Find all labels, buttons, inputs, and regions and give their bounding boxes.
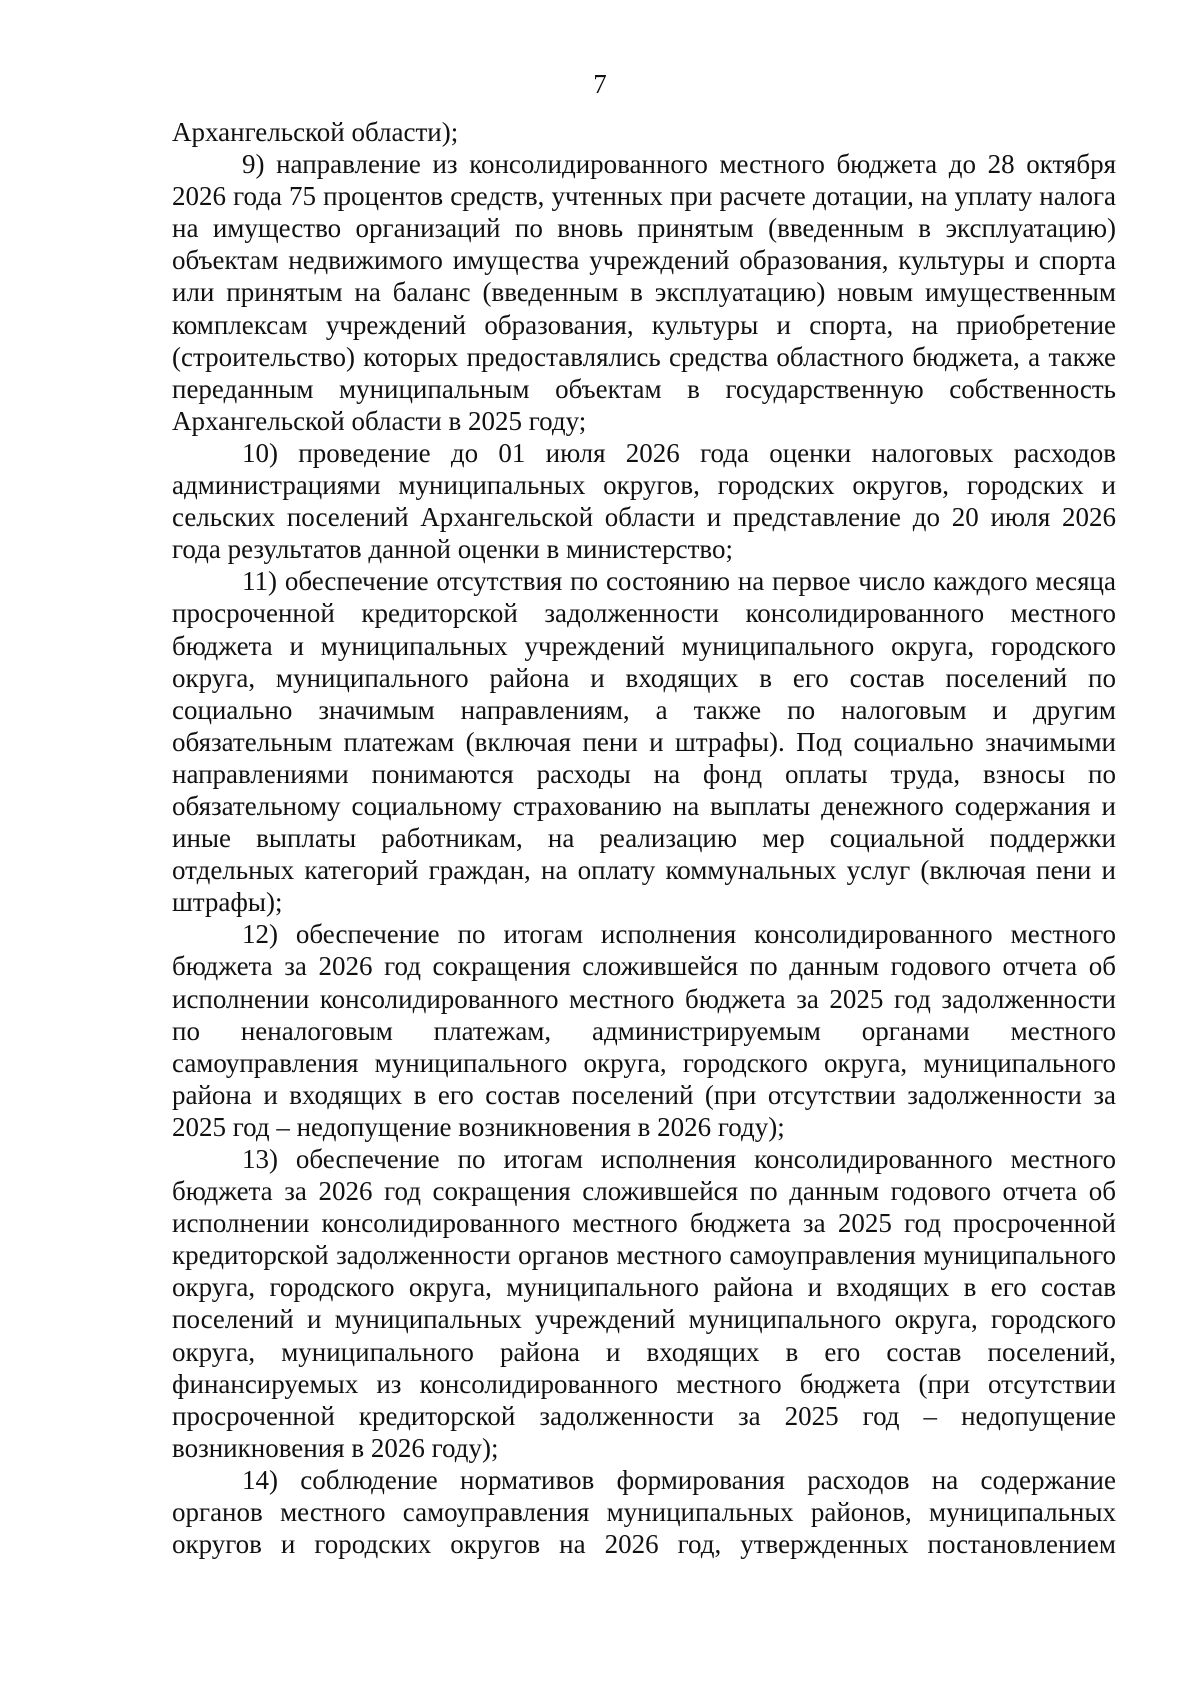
paragraph-item-9: 9) направление из консолидированного местного бюджета до 28 октября 2026 года 75 процентов средств, учтенных при расчете дотации, на уплату налога на имущество организаций по вновь принятым (введенным в эксплуатацию) объектам недвижимого имущества учреждений образования, культуры и спорта или принятым на баланс (введенным в эксплуатацию) новым имущественным комплексам учреждений образования, культуры и спорта, на приобретение (строительство) которых предоставлялись средства областного бюджета, а также переданным муниципальным объектам в государственную собственность Архангельской области в 2025 году; [172, 149, 1116, 436]
document-body [172, 116, 1116, 1560]
paragraph-item-13: 13) обеспечение по итогам исполнения консолидированного местного бюджета за 2026 год сокращения сложившейся по данным годового отчета об исполнении консолидированного местного бюджета за 2025 год просроченной кредиторской задолженности органов местного самоуправления муниципального округа, городского округа, муниципального района и входящих в его состав поселений и муниципальных учреждений муниципального округа, городского округа, муниципального района и входящих в его состав поселений, финансируемых из консолидированного местного бюджета (при отсутствии просроченной кредиторской задолженности за 2025 год – недопущение возникновения в 2026 году); [172, 1144, 1116, 1463]
page-number: 7 [593, 69, 607, 99]
paragraph-item-12: 12) обеспечение по итогам исполнения консолидированного местного бюджета за 2026 год сокращения сложившейся по данным годового отчета об исполнении консолидированного местного бюджета за 2025 год задолженности по неналоговым платежам, администрируемым органами местного самоуправления муниципального округа, городского округа, муниципального района и входящих в его состав поселений (при отсутствии задолженности за 2025 год – недопущение возникновения в 2026 году); [172, 919, 1116, 1142]
paragraph-item-14: 14) соблюдение нормативов формирования расходов на содержание органов местного самоуправления муниципальных районов, муниципальных округов и городских округов на 2026 год, утвержденных постановлением [172, 1464, 1116, 1560]
paragraph-item-11: 11) обеспечение отсутствия по состоянию на первое число каждого месяца просроченной кредиторской задолженности консолидированного местного бюджета и муниципальных учреждений муниципального округа, городского округа, муниципального района и входящих в его состав поселений по социально значимым направлениям, а также по налоговым и другим обязательным платежам (включая пени и штрафы). Под социально значимыми направлениями понимаются расходы на фонд оплаты труда, взносы по обязательному социальному страхованию на выплаты денежного содержания и иные выплаты работникам, на реализацию мер социальной поддержки отдельных категорий граждан, на оплату коммунальных услуг (включая пени и штрафы); [172, 566, 1116, 918]
paragraph-continuation: Архангельской области); [172, 117, 459, 147]
paragraph-item-10: 10) проведение до 01 июля 2026 года оценки налоговых расходов администрациями муниципальных округов, городских округов, городских и сельских поселений Архангельской области и представление до 20 июля 2026 года результатов данной оценки в министерство; [172, 437, 1116, 565]
